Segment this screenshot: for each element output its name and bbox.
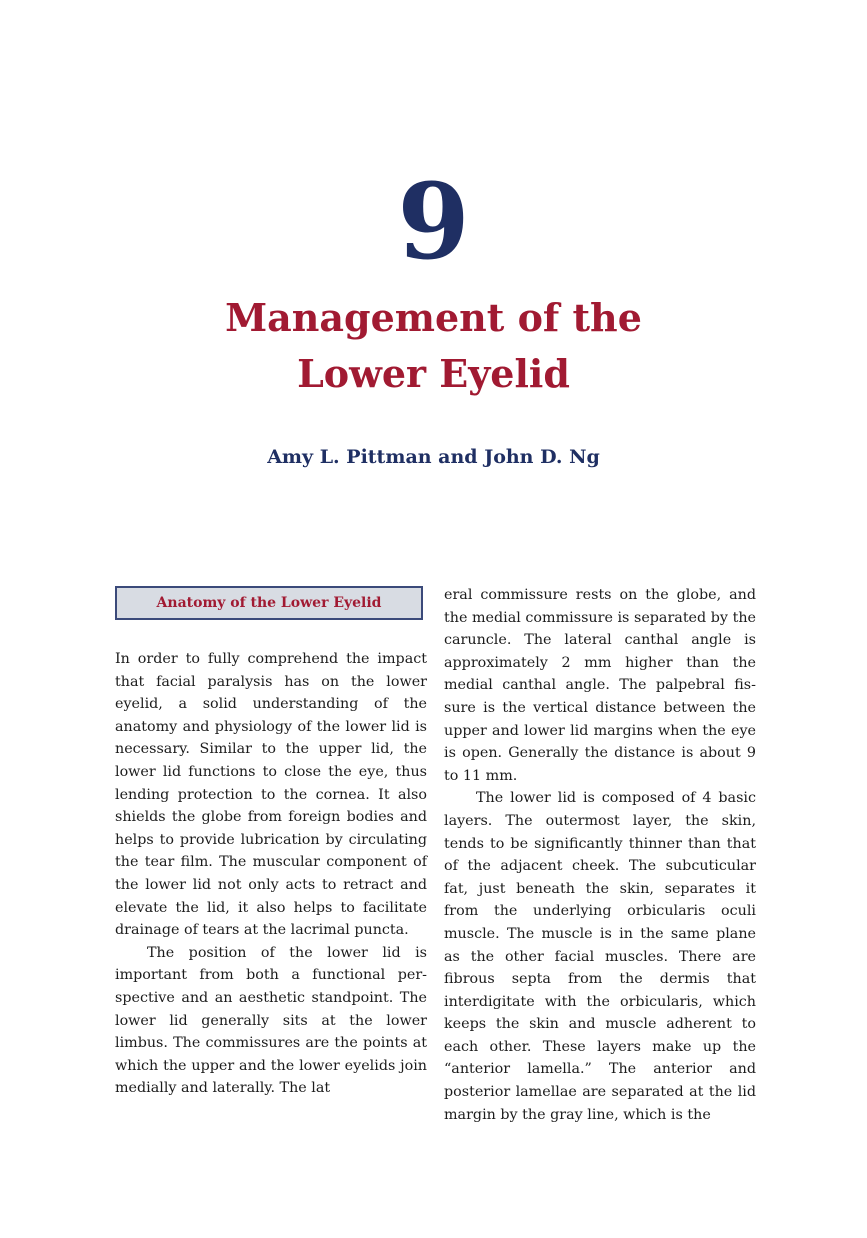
chapter-title-line-1: Management of the xyxy=(225,295,642,340)
body-paragraph: In order to fully comprehend the impact that facial paralysis has on the lower eyelid, a solid understanding of the anatomy and physiology of the lower lid is necessary. Similar to the upper lid, the lower lid functions to close the eye, thus lending protection to the cornea. It also shields the globe from foreign bodies and helps to provide lubrication by circulating the tear film. The muscular component of the lower lid not only acts to retract and elevate the lid, it also helps to facilitate drainage of tears at the lacrimal puncta. xyxy=(115,651,427,939)
section-heading: Anatomy of the Lower Eyelid xyxy=(156,594,382,611)
body-column-right xyxy=(444,584,756,1126)
body-paragraph: The lower lid is composed of 4 basic layers. The outermost layer, the skin, tends to be significantly thinner than that of the adjacent cheek. The subcuticular fat, just beneath the skin, separates it from the underlying orbicularis oculi muscle. The muscle is in the same plane as the other facial muscles. There are fibrous septa from the dermis that interdigitate with the orbicularis, which keeps the skin and muscle adherent to each other. These layers make up the “anterior lamella.” The anterior and posterior lamellae are separated at the lid margin by the gray line, which is the xyxy=(444,790,756,1123)
section-heading-box xyxy=(115,586,423,620)
chapter-number: 9 xyxy=(397,160,470,283)
chapter-title xyxy=(0,290,867,402)
body-paragraph: eral commissure rests on the globe, and the medial commissure is separated by the caruncle. The lateral canthal angle is approximately 2 mm higher than the medial canthal angle. The palpebral fissure is the vertical distance between the upper and lower lid margins when the eye is open. Generally the distance is about 9 to 11 mm. xyxy=(444,587,756,784)
chapter-title-line-2: Lower Eyelid xyxy=(297,351,570,396)
chapter-authors: Amy L. Pittman and John D. Ng xyxy=(267,446,600,468)
body-column-left xyxy=(115,586,427,1100)
body-paragraph: The position of the lower lid is important from both a functional perspective and an aesthetic standpoint. The lower lid generally sits at the lower limbus. The commissures are the points at which the upper and the lower eyelids join medially and laterally. The lat xyxy=(115,944,427,1097)
